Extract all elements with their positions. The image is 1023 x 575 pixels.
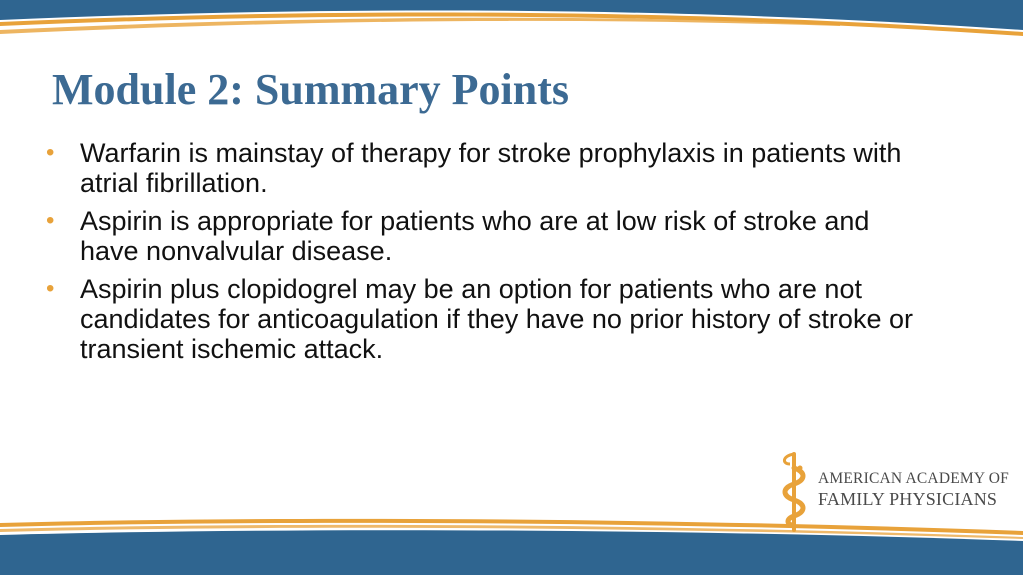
top-decorative-band (0, 0, 1023, 50)
logo-wordmark (818, 470, 1009, 510)
logo-line-2: FAMILY PHYSICIANS (818, 489, 998, 509)
logo-line-1: AMERICAN ACADEMY OF (818, 470, 1009, 487)
bullet-text: Aspirin is appropriate for patients who are at low risk of stroke and have nonvalvular disease. (80, 206, 870, 266)
bullet-marker: • (46, 139, 55, 166)
summary-bullet-list (46, 138, 926, 372)
bullet-text: Warfarin is mainstay of therapy for stroke prophylaxis in patients with atrial fibrillation. (80, 138, 902, 198)
bullet-text: Aspirin plus clopidogrel may be an option for patients who are not candidates for anticoagulation if they have no prior history of stroke or transient ischemic attack. (80, 274, 913, 364)
bullet-item (46, 274, 926, 364)
bottom-decorative-band (0, 513, 1023, 575)
bullet-marker: • (46, 207, 55, 234)
bullet-marker: • (46, 275, 55, 302)
slide-title: Module 2: Summary Points (52, 65, 569, 114)
bullet-item (46, 138, 926, 198)
bullet-item (46, 206, 926, 266)
